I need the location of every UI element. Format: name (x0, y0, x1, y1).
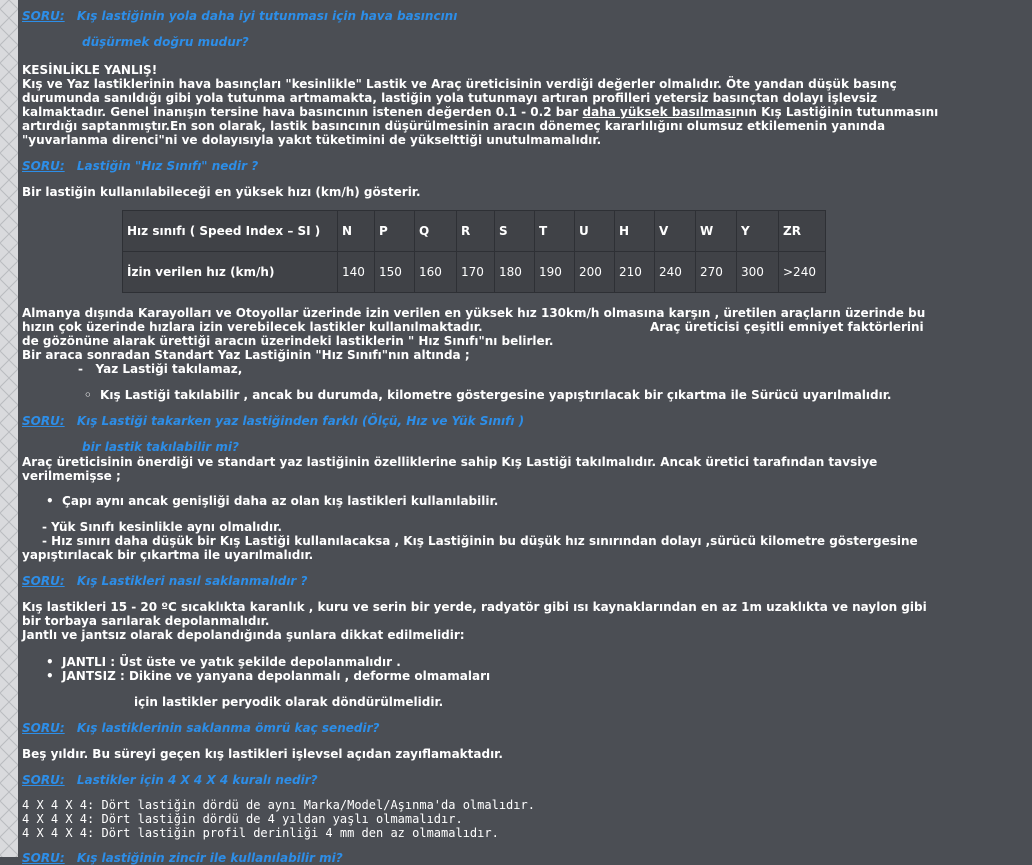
question-text: Kış Lastiği takarken yaz lastiğinden farklı (Ölçü, Hız ve Yük Sınıfı ) (76, 414, 525, 428)
speed-code: W (696, 211, 737, 252)
speed-code: Q (415, 211, 457, 252)
answer-line: Bir araca sonradan Standart Yaz Lastiğinin "Hız Sınıfı"nın altında ; (22, 348, 470, 362)
list-item (84, 388, 982, 402)
list-item-text: Çapı aynı ancak genişliği daha az olan kış lastikleri kullanılabilir. (62, 494, 499, 508)
speed-code: P (375, 211, 415, 252)
speed-code: V (655, 211, 696, 252)
answer-line: Araç üreticisinin önerdiği ve standart yaz lastiğinin özelliklerine sahip Kış Lastiği takılmalıdır. Ancak üretici tarafından tavsiye (22, 455, 878, 469)
question-1 (22, 9, 920, 23)
underlined-text: daha yüksek basılması (582, 105, 736, 119)
question-label: SORU: (22, 159, 65, 173)
answer-2-intro: Bir lastiğin kullanılabileceği en yüksek hızı (km/h) gösterir. (22, 185, 421, 199)
list-item (46, 655, 944, 669)
speed-code: U (575, 211, 615, 252)
answer-3 (22, 455, 920, 483)
question-text: Kış lastiğinin yola daha iyi tutunması için hava basıncını (76, 9, 458, 23)
table-row (123, 211, 826, 252)
speed-code: N (338, 211, 375, 252)
answer-text: nın Kış Lastiğinin tutunmasını (735, 105, 939, 119)
list-item (46, 669, 944, 683)
speed-value: 210 (615, 252, 655, 293)
question-3 (22, 414, 920, 428)
decorative-pattern (0, 0, 18, 857)
question-label: SORU: (22, 773, 65, 787)
speed-value: 170 (457, 252, 495, 293)
question-label: SORU: (22, 9, 65, 23)
answer-5: Beş yıldır. Bu süreyi geçen kış lastikleri işlevsel açıdan zayıflamaktadır. (22, 747, 503, 761)
answer-1 (22, 63, 939, 147)
bullet-icon: • (46, 494, 54, 508)
question-label: SORU: (22, 721, 65, 735)
faq-content (18, 0, 939, 865)
speed-value: 150 (375, 252, 415, 293)
speed-code: R (457, 211, 495, 252)
answer-line: 4 X 4 X 4: Dört lastiğin dördü de aynı Marka/Model/Aşınma'da olmalıdır. (22, 798, 535, 812)
speed-index-table (122, 210, 826, 293)
question-3-continued: bir lastik takılabilir mi? (82, 440, 239, 454)
answer-line: - Yük Sınıfı kesinlikle aynı olmalıdır. (42, 520, 282, 534)
table-header-cell: İzin verilen hız (km/h) (123, 252, 338, 293)
answer-line: - Hız sınırı daha düşük bir Kış Lastiği kullanılacaksa , Kış Lastiğinin bu düşük hız sınırından dolayı ,sürücü kilometre göstergesine (42, 534, 918, 548)
answer-line: durumunda sanıldığı gibi yola tutunma artmamakta, lastiğin yola tutunmayı artıran profilleri yetersiz basınçtan dolayı işlevsiz (22, 91, 878, 105)
list-item (46, 494, 944, 508)
answer-4-list (46, 655, 944, 683)
answer-4 (22, 600, 927, 642)
speed-value: 160 (415, 252, 457, 293)
answer-line: 4 X 4 X 4: Dört lastiğin dördü de 4 yıldan yaşlı olmamalıdır. (22, 812, 463, 826)
answer-6 (22, 798, 920, 840)
question-label: SORU: (22, 574, 65, 588)
question-label: SORU: (22, 414, 65, 428)
answer-line (22, 105, 939, 119)
answer-line: Kış lastikleri 15 - 20 ºC sıcaklıkta karanlık , kuru ve serin bir yerde, radyatör gibi ısı kaynaklarından en az 1m uzaklıkta ve naylon gibi (22, 600, 927, 614)
question-text: Lastikler için 4 X 4 X 4 kuralı nedir? (76, 773, 318, 787)
table-row (123, 252, 826, 293)
table-header-cell: Hız sınıfı ( Speed Index – SI ) (123, 211, 338, 252)
speed-value: 240 (655, 252, 696, 293)
bullet-icon: • (46, 669, 54, 683)
speed-code: S (495, 211, 535, 252)
left-pattern-strip (0, 0, 18, 857)
list-item (78, 362, 976, 376)
question-4 (22, 574, 920, 588)
question-label: SORU: (22, 851, 65, 865)
question-6 (22, 773, 920, 787)
answer-line: artırdığı saptanmıştır.En son olarak, lastik basıncının düşürülmesinin aracın dönemeç kararlılığını olumsuz etkilemenin yanında (22, 119, 886, 133)
answer-line: bir torbaya sarılarak depolanmalıdır. (22, 614, 270, 628)
list-item-text: JANTSIZ : Dikine ve yanyana depolanmalı , deforme olmamaları (62, 669, 491, 683)
question-text: Kış lastiğinin zincir ile kullanılabilir mi? (76, 851, 343, 865)
speed-code: H (615, 211, 655, 252)
speed-code: T (535, 211, 575, 252)
speed-value: 140 (338, 252, 375, 293)
speed-value: >240 (779, 252, 826, 293)
speed-value: 300 (737, 252, 779, 293)
answer-line: "yuvarlanma direnci"ni ve dolayısıyla yakıt tüketimini de yükselttiği unutulmamalıdır. (22, 133, 602, 147)
dash-bullet: - (78, 362, 83, 376)
list-item-text: Yaz Lastiği takılamaz, (95, 362, 243, 376)
answer-line (22, 320, 924, 334)
answer-heading: KESİNLİKLE YANLIŞ! (22, 63, 158, 77)
question-text: Lastiğin "Hız Sınıfı" nedir ? (76, 159, 259, 173)
bullet-icon: • (46, 655, 54, 669)
question-5 (22, 721, 920, 735)
answer-line: Jantlı ve jantsız olarak depolandığında şunlara dikkat edilmelidir: (22, 628, 465, 642)
answer-text: Araç üreticisi çeşitli emniyet faktörlerini (650, 320, 924, 334)
answer-line: 4 X 4 X 4: Dört lastiğin profil derinliği 4 mm den az olmamalıdır. (22, 826, 499, 840)
question-7 (22, 851, 920, 865)
answer-line: verilmemişse ; (22, 469, 121, 483)
speed-value: 200 (575, 252, 615, 293)
speed-code: Y (737, 211, 779, 252)
list-item-text: JANTLI : Üst üste ve yatık şekilde depolanmalıdır . (62, 655, 401, 669)
answer-text: hızın çok üzerinde hızlara izin verebilecek lastikler kullanılmaktadır. (22, 320, 483, 334)
speed-value: 180 (495, 252, 535, 293)
list-item-text: Kış Lastiği takılabilir , ancak bu durumda, kilometre göstergesine yapıştırılacak bir çıkartma ile Sürücü uyarılmalıdır. (100, 388, 892, 402)
speed-value: 270 (696, 252, 737, 293)
circle-bullet-icon: ◦ (84, 388, 92, 402)
answer-line: yapıştırılacak bir çıkartma ile uyarılmalıdır. (22, 548, 314, 562)
speed-code: ZR (779, 211, 826, 252)
answer-line: Almanya dışında Karayolları ve Otoyollar üzerinde izin verilen en yüksek hız 130km/h olmasına karşın , üretilen araçların üzerinde bu (22, 306, 926, 320)
question-text: Kış Lastikleri nasıl saklanmalıdır ? (76, 574, 308, 588)
answer-2-text (22, 306, 926, 362)
speed-value: 190 (535, 252, 575, 293)
answer-line: Kış ve Yaz lastiklerinin hava basınçları "kesinlikle" Lastik ve Araç üreticisinin verdiği değerler olmalıdır. Öte yandan düşük basınç (22, 77, 897, 91)
question-1-continued: düşürmek doğru mudur? (82, 35, 249, 49)
answer-line: de gözönüne alarak ürettiği aracın üzerindeki lastiklerin " Hız Sınıfı"nı belirler. (22, 334, 554, 348)
answer-text: kalmaktadır. Genel inanışın tersine hava basıncının istenen değerden 0.1 - 0.2 bar (22, 105, 579, 119)
question-text: Kış lastiklerinin saklanma ömrü kaç senedir? (76, 721, 380, 735)
answer-3-notes (42, 520, 940, 548)
answer-line: için lastikler peryodik olarak döndürülmelidir. (134, 695, 444, 709)
question-2 (22, 159, 920, 173)
